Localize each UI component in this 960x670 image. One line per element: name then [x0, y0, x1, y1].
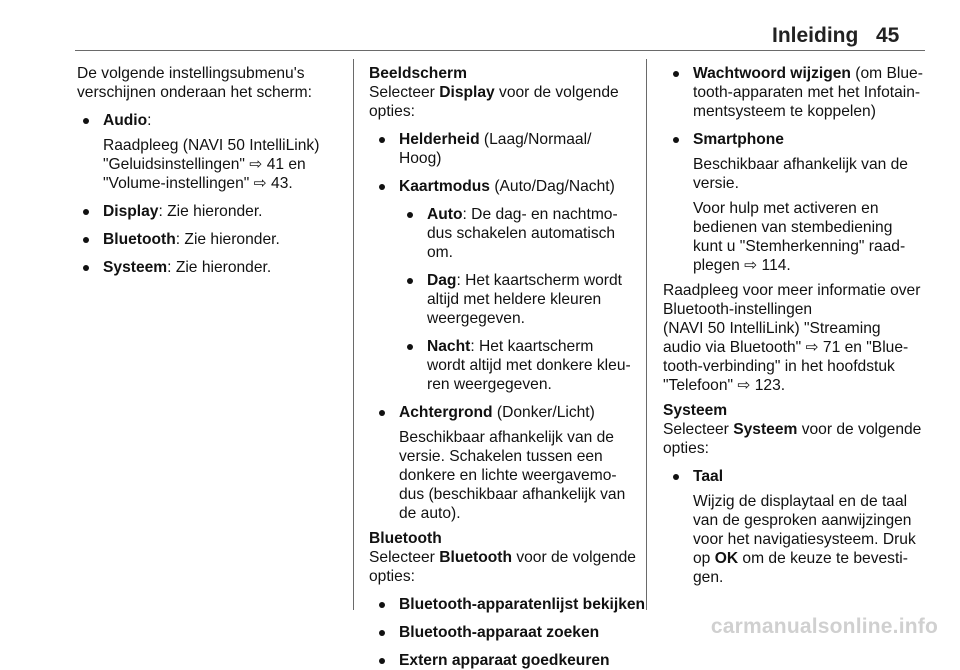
bullet-icon: [83, 237, 89, 243]
list-item-smartphone: Smartphone Beschikbaar afhankelijk van de versie. Voor hulp met activeren en bedienen van stembediening kunt u "Stemherkenning" raad- plegen ⇨ 114.: [663, 130, 929, 275]
list-item-helderheid: Helderheid (Laag/Normaal/ Hoog): [369, 130, 635, 168]
list-item-taal: Taal Wijzig de displaytaal en de taal van de gesproken aanwijzingen voor het navigatiesysteem. Druk op OK om de keuze te bevesti- gen.: [663, 467, 929, 587]
section-heading-bluetooth: Bluetooth: [369, 530, 442, 547]
bullet-icon: [379, 184, 385, 190]
list-item-systeem: Systeem: Zie hieronder.: [77, 258, 339, 277]
bullet-icon: [407, 344, 413, 350]
list-item-wachtwoord: Wachtwoord wijzigen (om Blue- tooth-apparaten met het Infotain- mentsysteem te koppelen): [663, 64, 929, 121]
bluetooth-info-paragraph: Raadpleeg voor meer informatie over Bluetooth-instellingen (NAVI 50 IntelliLink) "Streaming audio via Bluetooth" ⇨ 71 en "Blue- tooth-verbinding" in het hoofdstuk "Telefoon" ⇨ 123.: [663, 282, 921, 394]
column-1: [77, 64, 339, 277]
intro-line: De volgende instellingsubmenu's: [77, 65, 305, 82]
list-item-kaartmodus: Kaartmodus (Auto/Dag/Nacht): [369, 177, 635, 196]
section-heading-beeldscherm: Beeldscherm: [369, 65, 467, 82]
bullet-icon: [83, 265, 89, 271]
sub-item-dag: Dag: Het kaartscherm wordt altijd met heldere kleuren weergegeven.: [369, 271, 635, 328]
bullet-icon: [407, 278, 413, 284]
section-intro: Selecteer Systeem voor de volgende: [663, 421, 922, 438]
bullet-icon: [83, 118, 89, 124]
column-divider-1: [353, 59, 354, 610]
list-item-audio: Audio:: [77, 111, 339, 130]
column-2: Beeldscherm Selecteer Display voor de volgende opties: Helderheid (Laag/Normaal/ Hoog) Kaartmodus (Auto/Dag/Nacht) Auto: De dag- en nachtmo- dus schakelen automatisch om. Dag: Het kaartscherm wordt altijd met heldere kleuren weergegeven. Nacht: Het kaartscherm wordt altijd met donkere kleu- ren weergegeven. Achtergrond (Donker/Licht) Beschikbaar afhankelijk van de versie. Schakelen tussen een donkere en lichte weergavemo- dus (beschikbaar afhankelijk van de auto). Bluetooth Selecteer Bluetooth voor de volgende opties: Bluetooth-apparatenlijst bekijken Bluetooth-apparaat zoeken Extern apparaat goedkeuren: [369, 65, 646, 669]
section-title: Inleiding: [772, 24, 859, 47]
list-item-bluetooth: Bluetooth: Zie hieronder.: [77, 230, 339, 249]
column-divider-2: [646, 59, 647, 610]
bullet-icon: [673, 474, 679, 480]
list-item-bt: Extern apparaat goedkeuren: [369, 651, 635, 670]
bullet-icon: [379, 602, 385, 608]
intro-line: verschijnen onderaan het scherm:: [77, 84, 312, 101]
bullet-icon: [379, 630, 385, 636]
section-heading-systeem: Systeem: [663, 402, 728, 419]
sub-item-auto: Auto: De dag- en nachtmo- dus schakelen automatisch om.: [369, 205, 635, 262]
bullet-icon: [83, 209, 89, 215]
item-label: Audio: [103, 112, 148, 129]
sub-item-nacht: Nacht: Het kaartscherm wordt altijd met donkere kleu- ren weergegeven.: [369, 337, 635, 394]
bullet-icon: [673, 71, 679, 77]
list-item-achtergrond: Achtergrond (Donker/Licht) Beschikbaar afhankelijk van de versie. Schakelen tussen een donkere en lichte weergavemo- dus (beschikbaar afhankelijk van de auto).: [369, 403, 635, 523]
audio-description: Raadpleeg (NAVI 50 IntelliLink) "Geluidsinstellingen" ⇨ 41 en "Volume-instellingen" ⇨ 43.: [103, 137, 320, 192]
bullet-icon: [379, 410, 385, 416]
bullet-icon: [379, 658, 385, 664]
page-number: 45: [876, 24, 900, 47]
list-item-bt: Bluetooth-apparatenlijst bekijken: [369, 595, 635, 614]
bullet-icon: [673, 137, 679, 143]
section-intro: Selecteer Display voor de volgende: [369, 84, 619, 101]
bullet-icon: [379, 137, 385, 143]
watermark: carmanualsonline.info: [710, 615, 938, 638]
list-item-display: Display: Zie hieronder.: [77, 202, 339, 221]
section-intro: Selecteer Bluetooth voor de volgende: [369, 549, 636, 566]
page-header: [0, 0, 960, 50]
header-rule: [75, 50, 925, 51]
bullet-icon: [407, 212, 413, 218]
column-3: Wachtwoord wijzigen (om Blue- tooth-apparaten met het Infotain- mentsysteem te koppelen) Smartphone Beschikbaar afhankelijk van de versie. Voor hulp met activeren en bedienen van stembediening kunt u "Stemherkenning" raad- plegen ⇨ 114. Raadpleeg voor meer informatie over Bluetooth-instellingen (NAVI 50 IntelliLink) "Streaming audio via Bluetooth" ⇨ 71 en "Blue- tooth-verbinding" in het hoofdstuk "Telefoon" ⇨ 123. Systeem Selecteer Systeem voor de volgende opties: Taal Wijzig de displaytaal en de taal van de gesproken aanwijzingen voor het navigatiesysteem. Druk op OK om de keuze te bevesti- gen.: [663, 64, 929, 587]
list-item-bt: Bluetooth-apparaat zoeken: [369, 623, 635, 642]
